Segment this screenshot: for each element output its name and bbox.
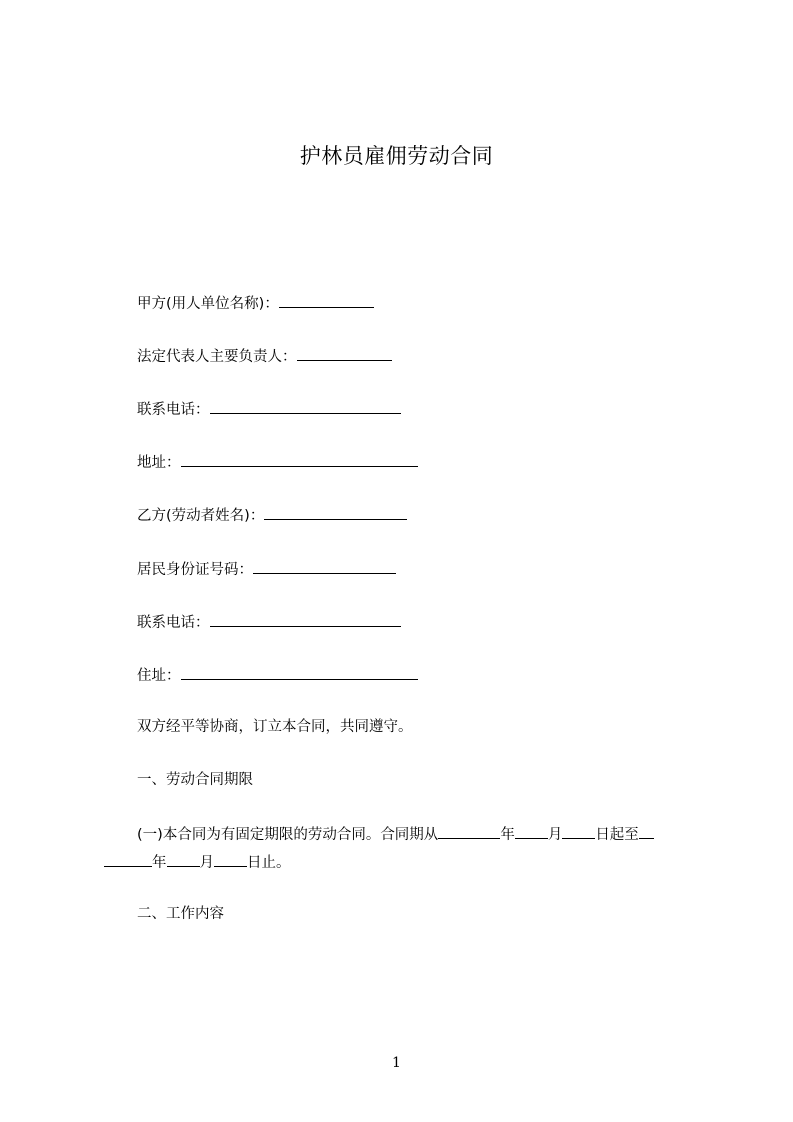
end-year-blank-part-1[interactable]: [639, 823, 654, 839]
party-a-rep-label: 法定代表人主要负责人：: [137, 349, 297, 365]
party-b-id-row: [137, 558, 396, 580]
term-prefix: (一)本合同为有固定期限的劳动合同。合同期从: [137, 827, 439, 843]
start-month-unit: 月: [547, 827, 563, 843]
party-b-id-blank[interactable]: [253, 558, 396, 574]
start-year-blank[interactable]: [438, 823, 500, 839]
start-day-unit: 日起至: [595, 827, 639, 843]
start-year-unit: 年: [500, 827, 515, 843]
agreement-statement: 双方经平等协商，订立本合同，共同遵守。: [137, 719, 413, 735]
contract-term-line-2: [104, 851, 291, 873]
party-b-name-blank[interactable]: [264, 504, 407, 520]
page-number: 1: [392, 1055, 401, 1071]
end-year-unit: 年: [152, 855, 167, 871]
party-a-rep-row: [137, 345, 392, 367]
party-a-name-blank[interactable]: [279, 292, 374, 308]
party-a-phone-blank[interactable]: [210, 398, 401, 414]
document-title: 护林员雇佣劳动合同: [299, 144, 494, 168]
party-a-phone-row: [137, 398, 401, 420]
party-a-address-label: 地址：: [137, 455, 181, 471]
party-a-address-blank[interactable]: [181, 451, 418, 467]
party-a-name-row: [137, 292, 374, 314]
contract-term-line-1: [137, 823, 654, 845]
party-a-address-row: [137, 451, 418, 473]
party-b-address-blank[interactable]: [181, 664, 418, 680]
party-b-name-row: [137, 504, 407, 526]
party-b-id-label: 居民身份证号码：: [137, 562, 253, 578]
party-b-address-row: [137, 664, 418, 686]
start-day-blank[interactable]: [562, 823, 595, 839]
party-b-phone-blank[interactable]: [210, 611, 401, 627]
end-month-unit: 月: [199, 855, 214, 871]
end-day-unit: 日止。: [247, 855, 291, 871]
end-month-blank[interactable]: [167, 851, 200, 867]
start-month-blank[interactable]: [515, 823, 548, 839]
party-a-name-label: 甲方(用人单位名称)：: [137, 296, 279, 312]
party-b-name-label: 乙方(劳动者姓名)：: [137, 508, 265, 524]
party-a-phone-label: 联系电话：: [137, 402, 210, 418]
party-a-rep-blank[interactable]: [297, 345, 392, 361]
section-1-heading: 一、劳动合同期限: [137, 772, 253, 788]
party-b-phone-row: [137, 611, 401, 633]
end-year-blank-part-2[interactable]: [104, 851, 152, 867]
party-b-address-label: 住址：: [137, 668, 181, 684]
party-b-phone-label: 联系电话：: [137, 615, 210, 631]
end-day-blank[interactable]: [214, 851, 247, 867]
section-2-heading: 二、工作内容: [137, 906, 224, 922]
